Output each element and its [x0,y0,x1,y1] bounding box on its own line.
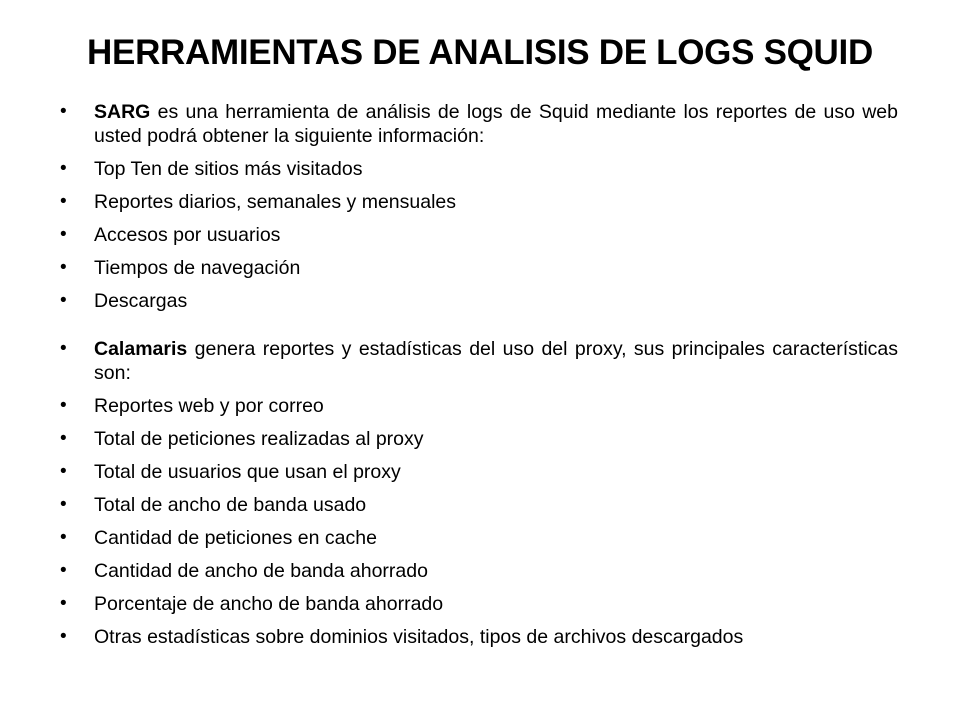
bullet-list [60,100,898,658]
item-text: Cantidad de peticiones en cache [94,527,377,549]
item-text: genera reportes y estadísticas del uso del proxy, sus principales características son: [94,338,898,384]
item-bold-term: Calamaris [94,338,188,360]
list-item [60,592,898,616]
item-text: Top Ten de sitios más visitados [94,158,363,180]
item-text: Total de usuarios que usan el proxy [94,461,401,483]
item-text: Total de peticiones realizadas al proxy [94,428,424,450]
bullet-icon: • [60,461,67,482]
list-item [60,100,898,148]
bullet-icon: • [60,101,67,122]
list-item [60,559,898,583]
bullet-icon: • [60,158,67,179]
list-item [60,256,898,280]
bullet-icon: • [60,191,67,212]
bullet-icon: • [60,593,67,614]
list-item [60,190,898,214]
list-item [60,289,898,313]
item-text: Descargas [94,290,188,312]
item-text: Accesos por usuarios [94,224,281,246]
bullet-icon: • [60,626,67,647]
item-text: Reportes diarios, semanales y mensuales [94,191,457,213]
item-text: es una herramienta de análisis de logs de Squid mediante los reportes de uso web usted podrá obtener la siguiente información: [94,101,898,147]
bullet-icon: • [60,338,67,359]
bullet-icon: • [60,560,67,581]
item-text: Porcentaje de ancho de banda ahorrado [94,593,444,615]
bullet-icon: • [60,527,67,548]
item-text: Otras estadísticas sobre dominios visitados, tipos de archivos descargados [94,626,744,648]
item-text: Reportes web y por correo [94,395,324,417]
list-item [60,394,898,418]
item-text: Cantidad de ancho de banda ahorrado [94,560,428,582]
list-item [60,526,898,550]
list-item [60,460,898,484]
list-item [60,493,898,517]
list-item [60,427,898,451]
slide-title: HERRAMIENTAS DE ANALISIS DE LOGS SQUID [87,33,873,72]
bullet-icon: • [60,395,67,416]
bullet-icon: • [60,428,67,449]
item-bold-term: SARG [94,101,151,123]
item-text: Total de ancho de banda usado [94,494,367,516]
bullet-icon: • [60,257,67,278]
item-text: Tiempos de navegación [94,257,301,279]
bullet-icon: • [60,224,67,245]
bullet-icon: • [60,290,67,311]
list-item [60,337,898,385]
bullet-icon: • [60,494,67,515]
list-item [60,223,898,247]
list-item [60,157,898,181]
list-item [60,625,898,649]
